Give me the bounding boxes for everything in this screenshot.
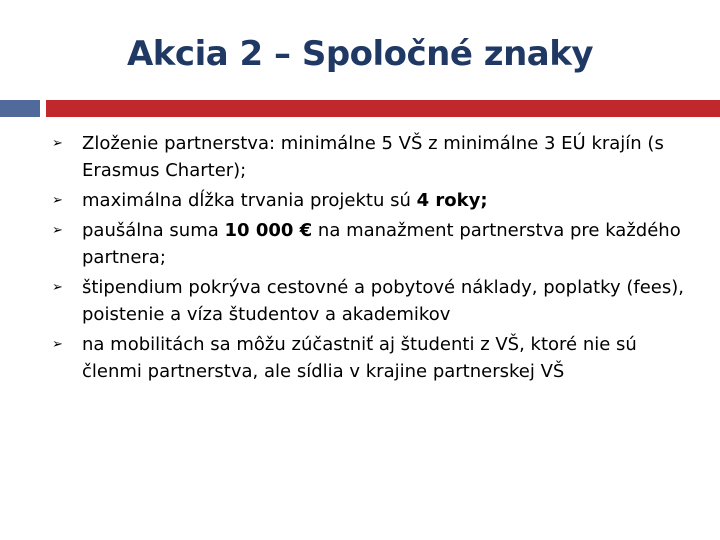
bullet-text: paušálna suma — [82, 220, 225, 241]
slide-title: Akcia 2 – Spoločné znaky — [126, 34, 593, 74]
bullet-text: štipendium pokrýva cestovné a pobytové náklady, poplatky (fees), poistenie a víza študentov a akademikov — [82, 277, 684, 325]
bullet-text: na manažment partnerstva pre každého partnera; — [82, 220, 681, 268]
bullet-item — [52, 217, 702, 271]
bullet-text: Zloženie partnerstva: minimálne 5 VŠ z minimálne 3 EÚ krajín (s Erasmus Charter); — [82, 133, 664, 181]
bullet-list — [52, 130, 702, 388]
bullet-text: maximálna dĺžka trvania projektu sú — [82, 190, 417, 211]
arrowhead-bullet-icon: ➢ — [52, 223, 63, 238]
bullet-emphasis: 10 000 € — [224, 220, 313, 241]
arrowhead-bullet-icon: ➢ — [52, 136, 63, 151]
bullet-text: na mobilitách sa môžu zúčastniť aj študenti z VŠ, ktoré nie sú členmi partnerstva, ale sídlia v krajine partnerskej VŠ — [82, 334, 637, 382]
arrowhead-bullet-icon: ➢ — [52, 280, 63, 295]
bullet-item — [52, 331, 702, 385]
title-rule — [46, 100, 720, 117]
arrowhead-bullet-icon: ➢ — [52, 193, 63, 208]
arrowhead-bullet-icon: ➢ — [52, 337, 63, 352]
bullet-item — [52, 274, 702, 328]
bullet-item — [52, 130, 702, 184]
bullet-item — [52, 187, 702, 214]
title-rule-accent — [0, 100, 40, 117]
bullet-emphasis: 4 roky; — [416, 190, 488, 211]
